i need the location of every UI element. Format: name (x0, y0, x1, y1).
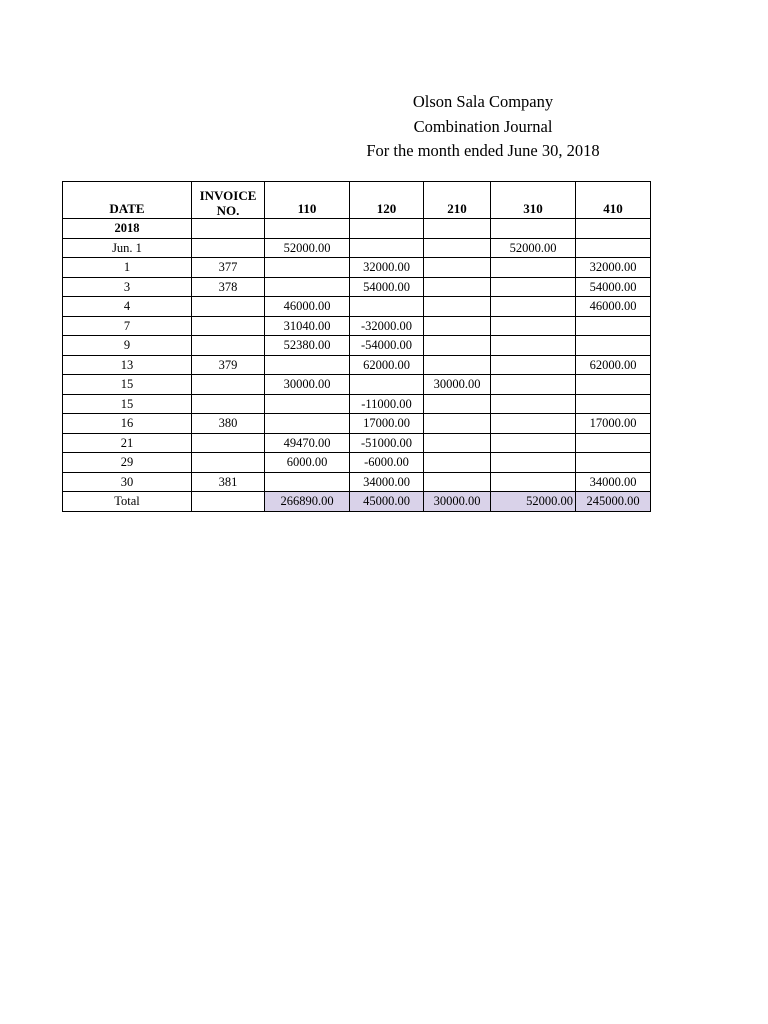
header-410: 410 (576, 182, 651, 219)
total-row (63, 492, 651, 512)
cell-c210 (424, 472, 491, 492)
cell-c210 (424, 453, 491, 473)
cell-c120 (350, 375, 424, 395)
cell-c120: 62000.00 (350, 355, 424, 375)
company-name: Olson Sala Company (412, 92, 554, 111)
cell-invoice (192, 316, 265, 336)
cell-c410: 62000.00 (576, 355, 651, 375)
cell-c310 (491, 472, 576, 492)
cell-c210 (424, 238, 491, 258)
table-row (63, 336, 651, 356)
cell-c120: 54000.00 (350, 277, 424, 297)
header-invoice-line2: NO. (216, 203, 240, 218)
cell-c210 (424, 355, 491, 375)
header-invoice-line1: INVOICE (199, 188, 257, 203)
empty-cell (265, 219, 350, 239)
cell-c120 (350, 238, 424, 258)
cell-c120: 32000.00 (350, 258, 424, 278)
cell-date: 15 (63, 375, 192, 395)
cell-c410 (576, 375, 651, 395)
cell-c110 (265, 414, 350, 434)
cell-c110 (265, 472, 350, 492)
total-c410: 245000.00 (576, 492, 651, 512)
cell-c310 (491, 355, 576, 375)
cell-invoice (192, 375, 265, 395)
cell-date: 9 (63, 336, 192, 356)
cell-c410: 54000.00 (576, 277, 651, 297)
cell-date: 1 (63, 258, 192, 278)
cell-c110: 49470.00 (265, 433, 350, 453)
cell-c110 (265, 394, 350, 414)
empty-cell (350, 219, 424, 239)
cell-invoice: 381 (192, 472, 265, 492)
header-110: 110 (265, 182, 350, 219)
table-row (63, 414, 651, 434)
cell-c210 (424, 336, 491, 356)
header-120: 120 (350, 182, 424, 219)
cell-c310 (491, 453, 576, 473)
cell-date: 7 (63, 316, 192, 336)
report-header (300, 90, 666, 164)
table-row (63, 297, 651, 317)
empty-cell (424, 219, 491, 239)
cell-c110: 31040.00 (265, 316, 350, 336)
table-row (63, 316, 651, 336)
table-row (63, 394, 651, 414)
table-row (63, 238, 651, 258)
table-row (63, 375, 651, 395)
cell-c110 (265, 277, 350, 297)
combination-journal-table (62, 181, 651, 512)
cell-c120: 17000.00 (350, 414, 424, 434)
cell-c310 (491, 316, 576, 336)
cell-c120: -51000.00 (350, 433, 424, 453)
cell-c310 (491, 414, 576, 434)
table-row (63, 277, 651, 297)
empty-cell (491, 219, 576, 239)
cell-c210 (424, 433, 491, 453)
cell-invoice (192, 394, 265, 414)
header-210: 210 (424, 182, 491, 219)
cell-invoice: 377 (192, 258, 265, 278)
total-c310: 52000.00 (491, 492, 576, 512)
cell-c110: 6000.00 (265, 453, 350, 473)
cell-c410 (576, 336, 651, 356)
cell-c120: -6000.00 (350, 453, 424, 473)
cell-date: 4 (63, 297, 192, 317)
cell-c410 (576, 453, 651, 473)
empty-cell (192, 219, 265, 239)
empty-cell (576, 219, 651, 239)
table-row (63, 355, 651, 375)
cell-date: 30 (63, 472, 192, 492)
cell-date: 3 (63, 277, 192, 297)
cell-invoice (192, 336, 265, 356)
cell-c310 (491, 433, 576, 453)
cell-c120: -32000.00 (350, 316, 424, 336)
cell-c120: -11000.00 (350, 394, 424, 414)
header-invoice (192, 182, 265, 219)
cell-invoice (192, 453, 265, 473)
cell-c410: 32000.00 (576, 258, 651, 278)
cell-c410 (576, 238, 651, 258)
cell-c410 (576, 394, 651, 414)
cell-c310 (491, 297, 576, 317)
cell-c210 (424, 258, 491, 278)
period-line: For the month ended June 30, 2018 (366, 141, 600, 160)
year-cell: 2018 (63, 219, 192, 239)
cell-c210: 30000.00 (424, 375, 491, 395)
total-c110: 266890.00 (265, 492, 350, 512)
table-row (63, 472, 651, 492)
cell-c110: 52000.00 (265, 238, 350, 258)
cell-c110: 30000.00 (265, 375, 350, 395)
cell-invoice: 380 (192, 414, 265, 434)
cell-c210 (424, 297, 491, 317)
cell-c410 (576, 316, 651, 336)
cell-c120: -54000.00 (350, 336, 424, 356)
table-row (63, 433, 651, 453)
cell-c210 (424, 277, 491, 297)
cell-date: 16 (63, 414, 192, 434)
header-row (63, 182, 651, 219)
cell-invoice: 378 (192, 277, 265, 297)
cell-c110 (265, 355, 350, 375)
cell-c110: 52380.00 (265, 336, 350, 356)
cell-c410 (576, 433, 651, 453)
total-label: Total (63, 492, 192, 512)
cell-invoice (192, 297, 265, 317)
cell-invoice (192, 238, 265, 258)
total-c120: 45000.00 (350, 492, 424, 512)
cell-c120: 34000.00 (350, 472, 424, 492)
cell-date: 13 (63, 355, 192, 375)
cell-c110: 46000.00 (265, 297, 350, 317)
cell-c210 (424, 316, 491, 336)
cell-date: 15 (63, 394, 192, 414)
cell-c120 (350, 297, 424, 317)
cell-invoice (192, 433, 265, 453)
cell-date: 29 (63, 453, 192, 473)
cell-c410: 17000.00 (576, 414, 651, 434)
table-row (63, 258, 651, 278)
total-invoice (192, 492, 265, 512)
cell-c310 (491, 258, 576, 278)
cell-date: 21 (63, 433, 192, 453)
cell-date: Jun. 1 (63, 238, 192, 258)
cell-c410: 46000.00 (576, 297, 651, 317)
journal-title: Combination Journal (413, 116, 553, 136)
header-310: 310 (491, 182, 576, 219)
cell-c210 (424, 394, 491, 414)
cell-c210 (424, 414, 491, 434)
cell-invoice: 379 (192, 355, 265, 375)
year-row (63, 219, 651, 239)
cell-c310 (491, 277, 576, 297)
total-c210: 30000.00 (424, 492, 491, 512)
cell-c310 (491, 375, 576, 395)
cell-c310: 52000.00 (491, 238, 576, 258)
cell-c310 (491, 336, 576, 356)
table-row (63, 453, 651, 473)
cell-c410: 34000.00 (576, 472, 651, 492)
cell-c310 (491, 394, 576, 414)
cell-c110 (265, 258, 350, 278)
header-date: DATE (63, 182, 192, 219)
